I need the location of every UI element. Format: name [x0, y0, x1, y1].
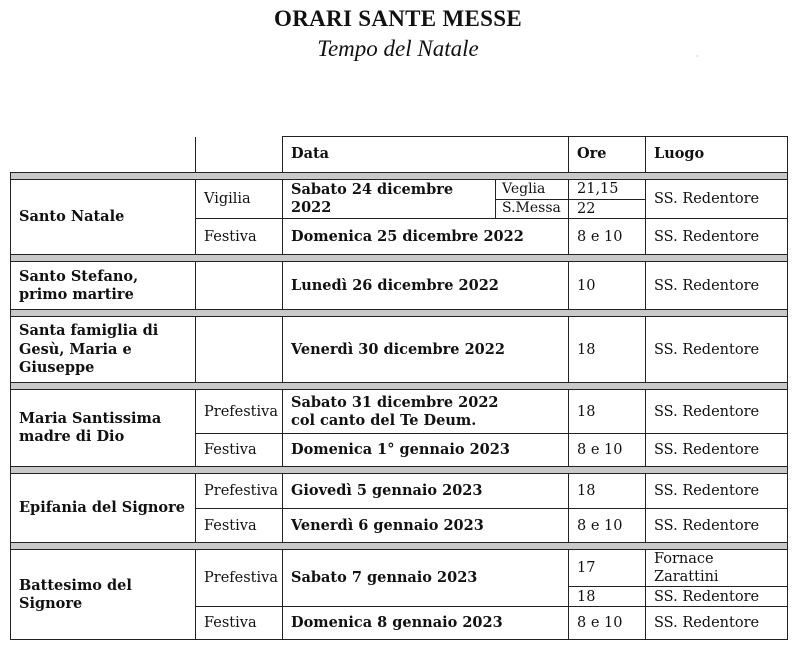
mass-place: SS. Redentore [646, 317, 788, 383]
separator-row [11, 383, 788, 390]
mass-time: 17 [569, 550, 646, 587]
mass-date: Sabato 7 gennaio 2023 [283, 550, 569, 607]
mass-time: 18 [569, 390, 646, 434]
feast-name [11, 390, 196, 467]
mass-time: 18 [569, 474, 646, 509]
separator-row [11, 310, 788, 317]
mass-date: Venerdì 30 dicembre 2022 [283, 317, 569, 383]
mass-time: 8 e 10 [569, 434, 646, 467]
mass-type: Festiva [196, 219, 283, 255]
mass-schedule-table [10, 136, 788, 640]
feast-name-line: Santa famiglia di [19, 322, 159, 340]
mass-place: Fornace Zarattini [646, 550, 788, 587]
mass-place: SS. Redentore [646, 607, 788, 640]
feast-name-line: Gesù, Maria e [19, 340, 132, 358]
mass-time: 22 [569, 200, 646, 219]
feast-name-line: Maria Santissima [19, 410, 162, 427]
mass-time: 18 [569, 587, 646, 607]
table-row [11, 180, 788, 200]
sub-label: Veglia [496, 180, 569, 200]
mass-time: 8 e 10 [569, 607, 646, 640]
mass-date: Domenica 25 dicembre 2022 [283, 219, 569, 255]
table-row [11, 317, 788, 383]
separator-row [11, 173, 788, 180]
mass-type: Prefestiva [196, 390, 283, 434]
mass-time: 8 e 10 [569, 509, 646, 543]
mass-type-empty [196, 317, 283, 383]
table-row [11, 390, 788, 434]
feast-name-line: madre di Dio [19, 428, 125, 446]
mass-place: SS. Redentore [646, 262, 788, 310]
mass-type: Festiva [196, 607, 283, 640]
mass-place: SS. Redentore [646, 434, 788, 467]
table-header-row [11, 137, 788, 173]
mass-date-line: col canto del Te Deum. [291, 411, 477, 429]
mass-type: Festiva [196, 434, 283, 467]
mass-date-line: Sabato 31 dicembre 2022 [291, 393, 499, 411]
sub-label: S.Messa [496, 200, 569, 219]
header-ore: Ore [569, 137, 646, 173]
separator-row [11, 543, 788, 550]
separator-row [11, 467, 788, 474]
separator-row [11, 255, 788, 262]
mass-type: Vigilia [196, 180, 283, 219]
mass-place: SS. Redentore [646, 180, 788, 219]
feast-name [11, 317, 196, 383]
mass-time: 21,15 [569, 180, 646, 200]
feast-name-line: Giuseppe [19, 358, 95, 376]
mass-place: SS. Redentore [646, 509, 788, 543]
table-row [11, 474, 788, 509]
header-luogo: Luogo [646, 137, 788, 173]
feast-name: Epifania del Signore [11, 474, 196, 543]
mass-type: Prefestiva [196, 550, 283, 607]
mass-type: Prefestiva [196, 474, 283, 509]
mass-date: Domenica 1° gennaio 2023 [283, 434, 569, 467]
scan-speck: · [696, 52, 699, 61]
feast-name: Santo Natale [11, 180, 196, 255]
mass-date: Venerdì 6 gennaio 2023 [283, 509, 569, 543]
mass-place: SS. Redentore [646, 390, 788, 434]
feast-name [11, 262, 196, 310]
mass-time: 18 [569, 317, 646, 383]
mass-date [283, 390, 569, 434]
table-row [11, 550, 788, 587]
mass-type: Festiva [196, 509, 283, 543]
mass-time: 8 e 10 [569, 219, 646, 255]
feast-name-line: primo martire [19, 285, 134, 303]
mass-date: Sabato 24 dicembre 2022 [283, 180, 496, 219]
page-title: ORARI SANTE MESSE [274, 6, 522, 31]
page-subtitle: Tempo del Natale [317, 36, 479, 61]
mass-date: Lunedì 26 dicembre 2022 [283, 262, 569, 310]
header-data: Data [283, 137, 569, 173]
mass-date: Domenica 8 gennaio 2023 [283, 607, 569, 640]
mass-place: SS. Redentore [646, 587, 788, 607]
mass-type-empty [196, 262, 283, 310]
mass-time: 10 [569, 262, 646, 310]
mass-date: Giovedì 5 gennaio 2023 [283, 474, 569, 509]
table-row [11, 262, 788, 310]
mass-place: SS. Redentore [646, 474, 788, 509]
feast-name: Battesimo del Signore [11, 550, 196, 640]
mass-place: SS. Redentore [646, 219, 788, 255]
feast-name-line: Santo Stefano, [19, 267, 139, 285]
